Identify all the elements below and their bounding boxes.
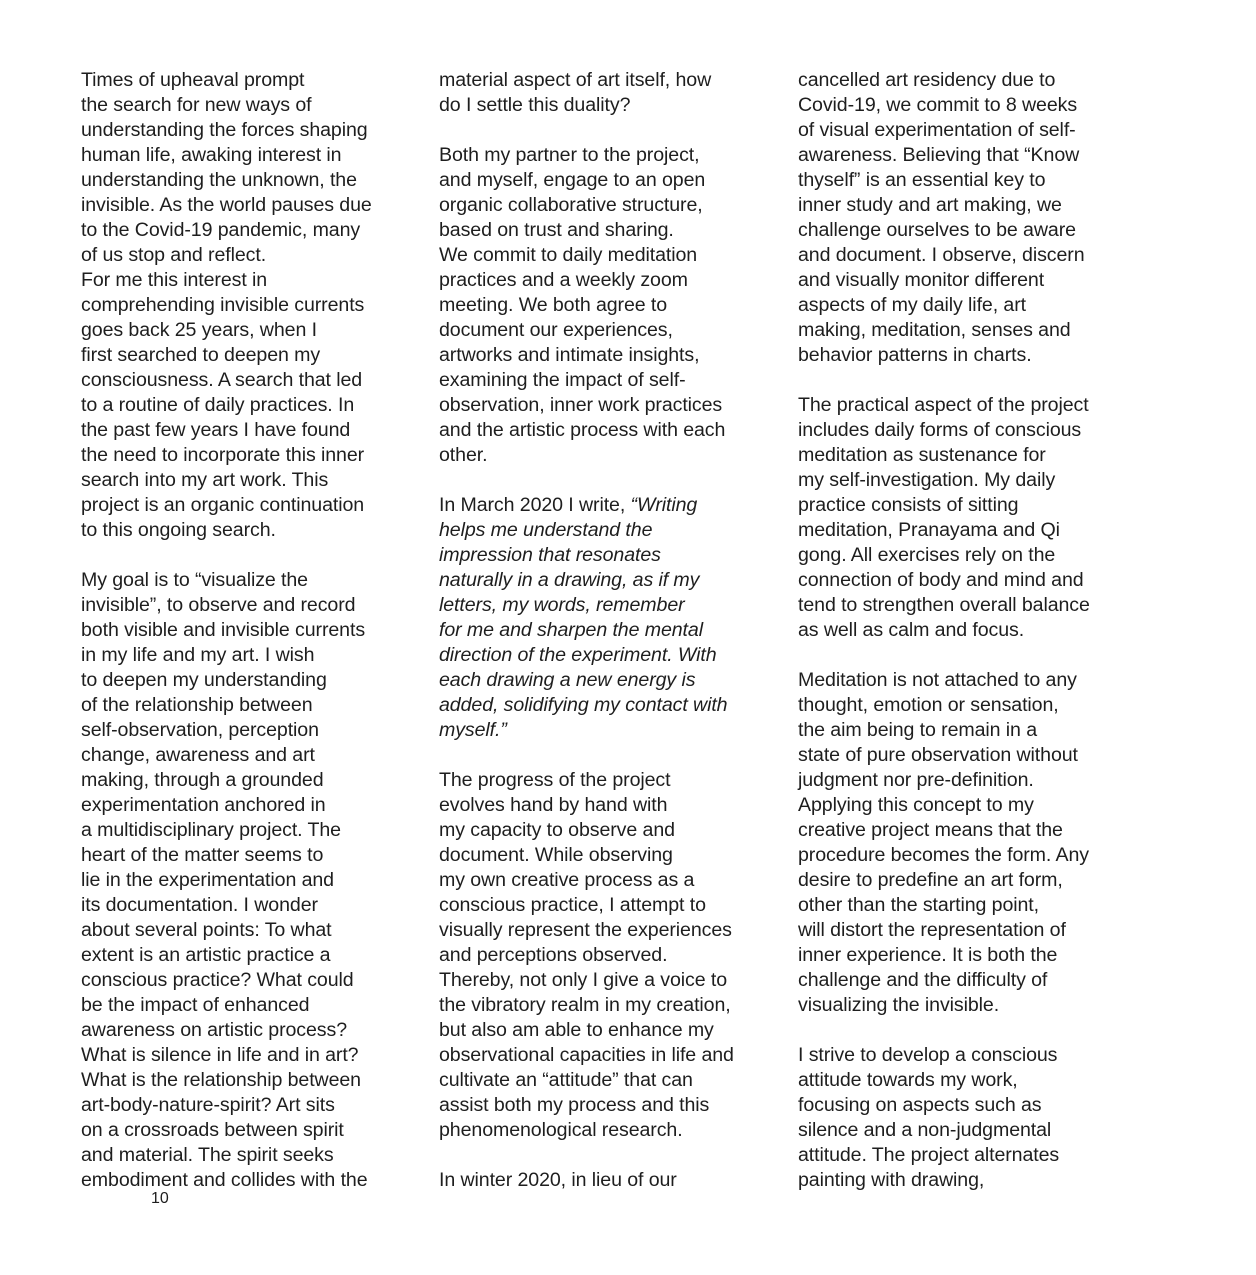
text-line <box>81 468 411 493</box>
text-run: and document. I observe, discern <box>798 244 1085 266</box>
text-line <box>81 993 411 1018</box>
text-run: aspects of my daily life, art <box>798 294 1026 316</box>
quote-text-run: helps me understand the <box>439 519 653 541</box>
text-line <box>439 993 774 1018</box>
text-run: state of pure observation without <box>798 744 1078 766</box>
text-run: to a routine of daily practices. In <box>81 394 355 416</box>
text-run: challenge and the difficulty of <box>798 969 1048 991</box>
text-run: experimentation anchored in <box>81 794 326 816</box>
text-run: to this ongoing search. <box>81 519 276 541</box>
text-run: the vibratory realm in my creation, <box>439 994 731 1016</box>
text-line <box>798 1068 1133 1093</box>
text-run: thyself” is an essential key to <box>798 169 1046 191</box>
text-line <box>439 193 774 218</box>
text-line <box>439 643 774 668</box>
text-line <box>439 168 774 193</box>
text-run: The practical aspect of the project <box>798 394 1089 416</box>
text-run: conscious practice, I attempt to <box>439 894 706 916</box>
text-run: gong. All exercises rely on the <box>798 544 1056 566</box>
text-line <box>798 518 1133 543</box>
text-line <box>81 968 411 993</box>
text-line <box>81 518 411 543</box>
text-line <box>798 193 1133 218</box>
text-line <box>81 768 411 793</box>
text-run: consciousness. A search that led <box>81 369 363 391</box>
text-line <box>439 693 774 718</box>
text-line <box>798 593 1133 618</box>
text-run: Meditation is not attached to any <box>798 669 1077 691</box>
text-run: embodiment and collides with the <box>81 1169 368 1191</box>
text-line <box>798 143 1133 168</box>
text-line <box>439 618 774 643</box>
text-line <box>439 1018 774 1043</box>
text-run: but also am able to enhance my <box>439 1019 714 1041</box>
text-line <box>439 143 774 168</box>
text-line <box>81 418 411 443</box>
text-line <box>81 1093 411 1118</box>
text-column-3 <box>798 68 1133 1193</box>
text-line <box>81 568 411 593</box>
text-line <box>798 418 1133 443</box>
text-line <box>439 218 774 243</box>
text-run: of visual experimentation of self- <box>798 119 1076 141</box>
text-run: in my life and my art. I wish <box>81 644 315 666</box>
text-line <box>81 543 411 568</box>
text-run: inner experience. It is both the <box>798 944 1058 966</box>
text-line <box>81 618 411 643</box>
text-run: phenomenological research. <box>439 1119 683 1141</box>
text-line <box>439 268 774 293</box>
text-line <box>81 1068 411 1093</box>
text-line <box>439 793 774 818</box>
text-line <box>439 343 774 368</box>
text-line <box>798 943 1133 968</box>
text-run: For me this interest in <box>81 269 268 291</box>
text-line <box>798 1043 1133 1068</box>
text-line <box>81 243 411 268</box>
quote-text-run: impression that resonates <box>439 544 661 566</box>
text-run: will distort the representation of <box>798 919 1066 941</box>
text-line <box>81 493 411 518</box>
text-line <box>798 93 1133 118</box>
text-run: Times of upheaval prompt <box>81 69 305 91</box>
text-run: observational capacities in life and <box>439 1044 734 1066</box>
text-line <box>798 893 1133 918</box>
text-run: my capacity to observe and <box>439 819 675 841</box>
text-line <box>81 68 411 93</box>
text-run: cultivate an “attitude” that can <box>439 1069 693 1091</box>
text-run: silence and a non-judgmental <box>798 1119 1052 1141</box>
text-line <box>798 368 1133 393</box>
text-run: and visually monitor different <box>798 269 1045 291</box>
text-run: observation, inner work practices <box>439 394 723 416</box>
text-run: organic collaborative structure, <box>439 194 703 216</box>
text-run: meditation as sustenance for <box>798 444 1046 466</box>
text-run: awareness. Believing that “Know <box>798 144 1080 166</box>
text-line <box>439 718 774 743</box>
text-line <box>798 968 1133 993</box>
text-line <box>798 1118 1133 1143</box>
text-column-2 <box>439 68 774 1193</box>
text-run: lie in the experimentation and <box>81 869 334 891</box>
text-run: painting with drawing, <box>798 1169 985 1191</box>
text-line <box>798 468 1133 493</box>
text-line <box>439 743 774 768</box>
text-line <box>81 368 411 393</box>
text-line <box>798 318 1133 343</box>
text-line <box>81 93 411 118</box>
text-line <box>439 518 774 543</box>
text-line <box>798 543 1133 568</box>
text-run: document our experiences, <box>439 319 673 341</box>
text-run: invisible. As the world pauses due <box>81 194 372 216</box>
text-line <box>81 293 411 318</box>
text-line <box>439 593 774 618</box>
text-run: to the Covid-19 pandemic, many <box>81 219 361 241</box>
text-run: material aspect of art itself, how <box>439 69 712 91</box>
text-run: Both my partner to the project, <box>439 144 700 166</box>
text-run: making, meditation, senses and <box>798 319 1071 341</box>
quote-text-run: each drawing a new energy is <box>439 669 696 691</box>
text-line <box>81 943 411 968</box>
text-line <box>439 893 774 918</box>
text-run: invisible”, to observe and record <box>81 594 356 616</box>
text-line <box>798 68 1133 93</box>
text-run: my own creative process as a <box>439 869 695 891</box>
text-line <box>798 568 1133 593</box>
text-run: behavior patterns in charts. <box>798 344 1032 366</box>
text-run: human life, awaking interest in <box>81 144 342 166</box>
text-run: understanding the unknown, the <box>81 169 357 191</box>
text-run: about several points: To what <box>81 919 332 941</box>
text-run: attitude. The project alternates <box>798 1144 1060 1166</box>
text-line <box>439 443 774 468</box>
text-line <box>439 468 774 493</box>
text-line <box>439 968 774 993</box>
text-line <box>439 1118 774 1143</box>
quote-text-run: naturally in a drawing, as if my <box>439 569 700 591</box>
text-run: visually represent the experiences <box>439 919 732 941</box>
text-line <box>798 1143 1133 1168</box>
text-run: other than the starting point, <box>798 894 1039 916</box>
text-run: its documentation. I wonder <box>81 894 318 916</box>
text-run: inner study and art making, we <box>798 194 1062 216</box>
text-run: comprehending invisible currents <box>81 294 365 316</box>
text-line <box>81 118 411 143</box>
text-line <box>439 668 774 693</box>
text-line <box>81 843 411 868</box>
text-run: the need to incorporate this inner <box>81 444 365 466</box>
text-line <box>81 1118 411 1143</box>
text-line <box>798 868 1133 893</box>
text-run: extent is an artistic practice a <box>81 944 331 966</box>
text-line <box>81 718 411 743</box>
text-line <box>439 318 774 343</box>
text-line <box>798 1018 1133 1043</box>
text-run: In winter 2020, in lieu of our <box>439 1169 677 1191</box>
text-run: art-body-nature-spirit? Art sits <box>81 1094 335 1116</box>
text-run: connection of body and mind and <box>798 569 1084 591</box>
text-line <box>81 868 411 893</box>
text-line <box>439 118 774 143</box>
text-line <box>81 318 411 343</box>
text-line <box>439 868 774 893</box>
text-line <box>81 818 411 843</box>
text-run: change, awareness and art <box>81 744 315 766</box>
text-line <box>798 993 1133 1018</box>
text-line <box>439 843 774 868</box>
text-run: I strive to develop a conscious <box>798 1044 1058 1066</box>
text-run: and material. The spirit seeks <box>81 1144 334 1166</box>
text-line <box>798 618 1133 643</box>
text-run: tend to strengthen overall balance <box>798 594 1090 616</box>
quote-text-run: letters, my words, remember <box>439 594 685 616</box>
text-line <box>81 668 411 693</box>
text-run: meditation, Pranayama and Qi <box>798 519 1060 541</box>
text-line <box>439 393 774 418</box>
text-run: awareness on artistic process? <box>81 1019 347 1041</box>
text-run: The progress of the project <box>439 769 671 791</box>
text-run: self-observation, perception <box>81 719 319 741</box>
text-line <box>798 243 1133 268</box>
text-run: both visible and invisible currents <box>81 619 366 641</box>
text-line <box>798 793 1133 818</box>
text-run: conscious practice? What could <box>81 969 354 991</box>
text-line <box>798 443 1133 468</box>
text-line <box>439 1043 774 1068</box>
text-run: desire to predefine an art form, <box>798 869 1063 891</box>
text-line <box>439 243 774 268</box>
quote-text-run: “Writing <box>630 494 698 516</box>
text-run: Thereby, not only I give a voice to <box>439 969 728 991</box>
text-run: other. <box>439 444 488 466</box>
text-run: search into my art work. This <box>81 469 329 491</box>
text-run: examining the impact of self- <box>439 369 686 391</box>
text-line <box>81 793 411 818</box>
text-run: attitude towards my work, <box>798 1069 1018 1091</box>
text-run: making, through a grounded <box>81 769 324 791</box>
text-line <box>798 668 1133 693</box>
text-line <box>81 218 411 243</box>
text-run: and the artistic process with each <box>439 419 726 441</box>
text-line <box>439 93 774 118</box>
text-line <box>798 393 1133 418</box>
quote-text-run: myself.” <box>439 719 507 741</box>
text-line <box>798 218 1133 243</box>
text-run: and perceptions observed. <box>439 944 668 966</box>
text-run: We commit to daily meditation <box>439 244 698 266</box>
text-run: evolves hand by hand with <box>439 794 668 816</box>
text-run: the aim being to remain in a <box>798 719 1037 741</box>
text-line <box>439 768 774 793</box>
text-run: as well as calm and focus. <box>798 619 1025 641</box>
text-line <box>439 293 774 318</box>
text-line <box>81 1168 411 1193</box>
text-run: creative project means that the <box>798 819 1063 841</box>
text-line <box>798 268 1133 293</box>
text-run: and myself, engage to an open <box>439 169 706 191</box>
text-line <box>439 568 774 593</box>
text-run: focusing on aspects such as <box>798 1094 1042 1116</box>
text-line <box>81 443 411 468</box>
text-run: heart of the matter seems to <box>81 844 324 866</box>
text-line <box>81 343 411 368</box>
text-line <box>798 768 1133 793</box>
text-line <box>798 1168 1133 1193</box>
text-line <box>798 743 1133 768</box>
text-run: the past few years I have found <box>81 419 351 441</box>
text-run: practices and a weekly zoom <box>439 269 688 291</box>
text-line <box>439 418 774 443</box>
text-line <box>798 918 1133 943</box>
text-run: visualizing the invisible. <box>798 994 1000 1016</box>
text-line <box>439 543 774 568</box>
text-line <box>439 1093 774 1118</box>
text-run: my self-investigation. My daily <box>798 469 1056 491</box>
text-run: be the impact of enhanced <box>81 994 310 1016</box>
text-line <box>439 918 774 943</box>
text-run: based on trust and sharing. <box>439 219 674 241</box>
text-run: cancelled art residency due to <box>798 69 1056 91</box>
text-run: includes daily forms of conscious <box>798 419 1082 441</box>
text-line <box>81 1143 411 1168</box>
text-run: In March 2020 I write, <box>439 494 631 516</box>
text-line <box>81 918 411 943</box>
text-line <box>81 143 411 168</box>
text-line <box>81 643 411 668</box>
text-run: thought, emotion or sensation, <box>798 694 1059 716</box>
text-line <box>798 168 1133 193</box>
text-line <box>81 893 411 918</box>
text-line <box>798 293 1133 318</box>
page-number: 10 <box>151 1190 169 1207</box>
text-line <box>798 643 1133 668</box>
text-line <box>439 1068 774 1093</box>
text-run: project is an organic continuation <box>81 494 365 516</box>
text-run: first searched to deepen my <box>81 344 321 366</box>
quote-text-run: direction of the experiment. With <box>439 644 717 666</box>
text-line <box>439 1143 774 1168</box>
text-run: artworks and intimate insights, <box>439 344 700 366</box>
text-line <box>798 1093 1133 1118</box>
text-column-1 <box>81 68 411 1193</box>
text-line <box>439 493 774 518</box>
text-line <box>81 193 411 218</box>
text-line <box>798 818 1133 843</box>
quote-text-run: for me and sharpen the mental <box>439 619 703 641</box>
text-run: Applying this concept to my <box>798 794 1034 816</box>
text-run: a multidisciplinary project. The <box>81 819 341 841</box>
text-line <box>798 843 1133 868</box>
text-line <box>81 393 411 418</box>
text-run: My goal is to “visualize the <box>81 569 308 591</box>
text-line <box>798 693 1133 718</box>
text-run: goes back 25 years, when I <box>81 319 317 341</box>
text-line <box>81 1043 411 1068</box>
text-line <box>81 593 411 618</box>
text-run: judgment nor pre-definition. <box>798 769 1034 791</box>
text-run: What is the relationship between <box>81 1069 361 1091</box>
text-run: of us stop and reflect. <box>81 244 267 266</box>
text-line <box>798 493 1133 518</box>
text-run: on a crossroads between spirit <box>81 1119 344 1141</box>
text-run: practice consists of sitting <box>798 494 1019 516</box>
text-run: challenge ourselves to be aware <box>798 219 1076 241</box>
text-run: procedure becomes the form. Any <box>798 844 1089 866</box>
text-run: of the relationship between <box>81 694 313 716</box>
text-line <box>439 68 774 93</box>
text-line <box>798 718 1133 743</box>
text-line <box>81 168 411 193</box>
text-line <box>81 1018 411 1043</box>
text-run: What is silence in life and in art? <box>81 1044 359 1066</box>
text-line <box>439 818 774 843</box>
text-line <box>798 118 1133 143</box>
text-run: the search for new ways of <box>81 94 312 116</box>
text-line <box>439 368 774 393</box>
text-line <box>798 343 1133 368</box>
text-line <box>81 693 411 718</box>
text-line <box>439 1168 774 1193</box>
text-run: document. While observing <box>439 844 673 866</box>
text-run: to deepen my understanding <box>81 669 327 691</box>
quote-text-run: added, solidifying my contact with <box>439 694 728 716</box>
text-run: meeting. We both agree to <box>439 294 668 316</box>
text-line <box>439 943 774 968</box>
text-line <box>81 268 411 293</box>
text-run: assist both my process and this <box>439 1094 710 1116</box>
text-run: Covid-19, we commit to 8 weeks <box>798 94 1078 116</box>
text-line <box>81 743 411 768</box>
text-run: understanding the forces shaping <box>81 119 368 141</box>
text-run: do I settle this duality? <box>439 94 631 116</box>
